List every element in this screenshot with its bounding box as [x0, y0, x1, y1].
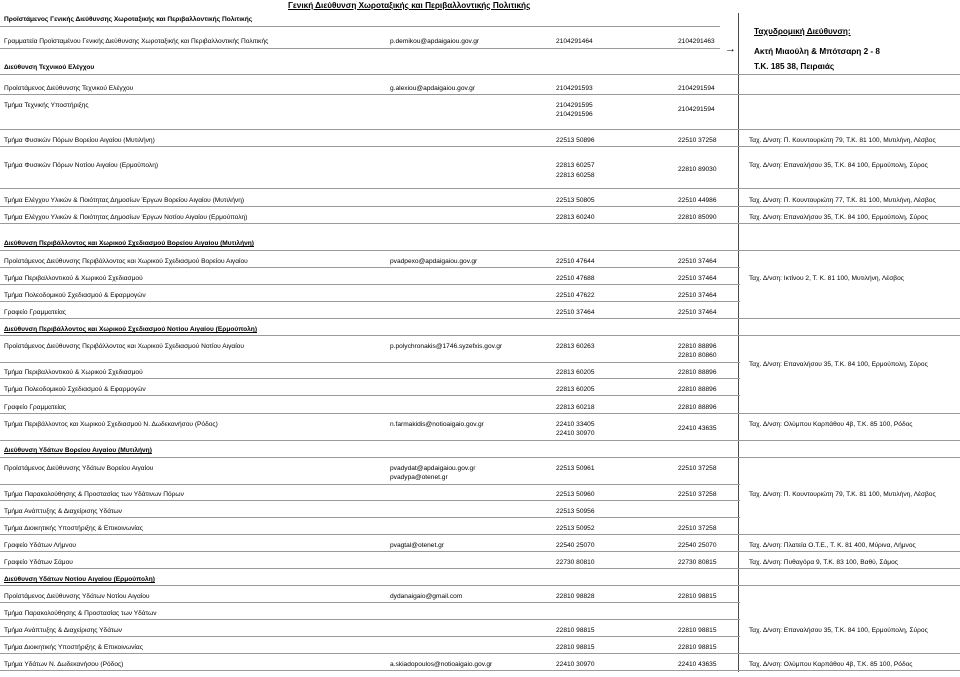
env-south-dept-phone: 22813 60205	[556, 369, 595, 376]
env-south-dept-phone: 22410 30970	[556, 430, 595, 437]
divider	[0, 94, 960, 95]
env-north-dept-fax: 22510 37464	[678, 275, 717, 282]
divider	[0, 534, 960, 535]
tech-dept-phone: 22513 50805	[556, 197, 595, 204]
env-north-phone: 22510 47644	[556, 258, 595, 265]
water-south-dept: Τμήμα Ανάπτυξης & Διαχείρισης Υδάτων	[4, 627, 122, 634]
water-north-dept-phone: 22730 80810	[556, 559, 595, 566]
general-director-role: Προϊστάμενος Γενικής Διεύθυνσης Χωροταξικής και Περιβαλλοντικής Πολιτικής	[4, 16, 253, 23]
env-south-email[interactable]: p.polychronakis@1746.syzefxis.gov.gr	[390, 343, 503, 350]
env-north-dept-phone: 22510 37464	[556, 309, 595, 316]
water-north-address: Ταχ. Δ/νση: Π. Κουντουριώτη 79, Τ.Κ. 81 100, Μυτιλήνη, Λέσβος	[749, 491, 936, 498]
postal-label: Ταχυδρομική Διεύθυνση:	[754, 27, 851, 36]
divider	[0, 362, 740, 363]
arrow-icon: →	[725, 43, 736, 55]
postal-street: Ακτή Μιαούλη & Μπότσαρη 2 - 8	[754, 47, 880, 56]
divider	[0, 484, 740, 485]
water-north-dept-email[interactable]: pvagtal@otenet.gr	[390, 542, 444, 549]
water-north-dept-fax: 22510 37258	[678, 491, 717, 498]
env-south-title: Διεύθυνση Περιβάλλοντος και Χωρικού Σχεδιασμού Νοτίου Αιγαίου (Ερμούπολη)	[4, 326, 258, 333]
env-south-dept-email[interactable]: n.farmakidis@notioaigaio.gov.gr	[390, 421, 484, 428]
tech-dept-phone: 22813 60257	[556, 162, 595, 169]
tech-dept-address: Ταχ. Δ/νση: Π. Κουντουριώτη 79, Τ.Κ. 81 100, Μυτιλήνη, Λέσβος	[749, 137, 936, 144]
water-south-title: Διεύθυνση Υδάτων Νοτίου Αιγαίου (Ερμούπολη)	[4, 576, 155, 583]
env-north-title: Διεύθυνση Περιβάλλοντος και Χωρικού Σχεδιασμού Βορείου Αιγαίου (Μυτιλήνη)	[4, 240, 254, 247]
secretariat-phone: 2104291464	[556, 38, 593, 45]
divider	[0, 395, 740, 396]
water-north-dept-phone: 22513 50952	[556, 525, 595, 532]
env-south-fax: 22810 88896	[678, 343, 717, 350]
env-north-email[interactable]: pvadpexo@apdaigaiou.gov.gr	[390, 258, 478, 265]
tech-dept-row: Τμήμα Φυσικών Πόρων Νοτίου Αιγαίου (Ερμούπολη)	[4, 162, 159, 169]
tech-directorate-title: Διεύθυνση Τεχνικού Ελέγχου	[4, 64, 95, 71]
divider	[0, 500, 740, 501]
water-south-dept: Τμήμα Υδάτων Ν. Δωδεκανήσου (Ρόδος)	[4, 661, 124, 668]
env-south-dept-phone: 22813 60218	[556, 404, 595, 411]
env-north-dept-fax: 22510 37464	[678, 292, 717, 299]
water-south-email[interactable]: dydanaigaio@gmail.com	[390, 593, 463, 600]
divider	[0, 188, 960, 189]
divider	[0, 568, 960, 569]
env-south-dept-fax: 22810 88896	[678, 404, 717, 411]
secretariat-label: Γραμματεία Προϊσταμένου Γενικής Διεύθυνσης Χωροταξικής και Περιβαλλοντικής Πολιτικής	[4, 38, 269, 45]
tech-head-email[interactable]: g.alexiou@apdaigaiou.gov.gr	[390, 85, 476, 92]
water-north-dept-fax: 22510 37258	[678, 525, 717, 532]
tech-support-phone: 2104291595	[556, 102, 593, 109]
tech-dept-address: Ταχ. Δ/νση: Επαναλήσου 35, Τ.Κ. 84 100, Ερμούπολη, Σύρος	[749, 162, 928, 169]
water-south-dept: Τμήμα Παρακολούθησης & Προστασίας των Υδάτων	[4, 610, 157, 617]
divider	[0, 129, 960, 130]
water-north-title: Διεύθυνση Υδάτων Βορείου Αιγαίου (Μυτιλήνη)	[4, 447, 152, 454]
env-south-dept: Τμήμα Πολεοδομικού Σχεδιασμού & Εφαρμογών	[4, 386, 146, 393]
tech-dept-phone: 22813 60258	[556, 172, 595, 179]
water-south-dept: Τμήμα Διοικητικής Υποστήριξης & Επικοινωνίας	[4, 644, 143, 651]
env-south-address: Ταχ. Δ/νση: Επαναλήσου 35, Τ.Κ. 84 100, Ερμούπολη, Σύρος	[749, 361, 928, 368]
water-south-address: Ταχ. Δ/νση: Επαναλήσου 35, Τ.Κ. 84 100, Ερμούπολη, Σύρος	[749, 627, 928, 634]
water-north-phone: 22513 50961	[556, 465, 595, 472]
tech-dept-phone: 22813 60240	[556, 214, 595, 221]
divider	[0, 250, 960, 251]
tech-support-fax: 2104291594	[678, 106, 715, 113]
divider	[0, 551, 960, 552]
divider	[0, 517, 740, 518]
water-south-fax: 22810 98815	[678, 593, 717, 600]
water-north-dept: Τμήμα Διοικητικής Υποστήριξης & Επικοινωνίας	[4, 525, 143, 532]
env-south-dept: Τμήμα Περιβάλλοντος και Χωρικού Σχεδιασμού Ν. Δωδεκανήσου (Ρόδος)	[4, 421, 218, 428]
water-north-email[interactable]: pvadypa@otenet.gr	[390, 474, 448, 481]
divider	[0, 653, 960, 654]
water-south-dept-address: Ταχ. Δ/νση: Ολύμπου Καρπάθου 4β, Τ.Κ. 85 100, Ρόδος	[749, 661, 913, 668]
tech-dept-address: Ταχ. Δ/νση: Π. Κουντουριώτη 77, Τ.Κ. 81 100, Μυτιλήνη, Λέσβος	[749, 197, 936, 204]
tech-dept-fax: 22510 44986	[678, 197, 717, 204]
water-south-dept-fax: 22810 98815	[678, 627, 717, 634]
tech-support-phone: 2104291596	[556, 111, 593, 118]
water-south-dept-fax: 22810 98815	[678, 644, 717, 651]
secretariat-fax: 2104291463	[678, 38, 715, 45]
env-south-dept: Τμήμα Περιβαλλοντικού & Χωρικού Σχεδιασμού	[4, 369, 143, 376]
water-south-dept-fax: 22410 43635	[678, 661, 717, 668]
water-north-dept: Τμήμα Παρακολούθησης & Προστασίας των Υδάτινων Πόρων	[4, 491, 184, 498]
water-north-email[interactable]: pvadydat@apdaigaiou.gov.gr	[390, 465, 476, 472]
water-north-dept: Γραφείο Υδάτων Λήμνου	[4, 542, 76, 549]
divider	[0, 619, 740, 620]
env-south-head: Προϊστάμενος Διεύθυνσης Περιβάλλοντος και Χωρικού Σχεδιασμού Νοτίου Αιγαίου	[4, 343, 244, 350]
divider	[0, 413, 960, 414]
postal-postcode: Τ.Κ. 185 38, Πειραιάς	[754, 62, 835, 71]
water-north-dept: Τμήμα Ανάπτυξης & Διαχείρισης Υδάτων	[4, 508, 122, 515]
env-south-dept: Γραφείο Γραμματείας	[4, 404, 66, 411]
tech-head-role: Προϊστάμενος Διεύθυνσης Τεχνικού Ελέγχου	[4, 85, 134, 92]
divider	[0, 146, 960, 147]
water-south-dept-phone: 22410 30970	[556, 661, 595, 668]
divider	[0, 206, 960, 207]
water-south-dept-phone: 22810 98815	[556, 627, 595, 634]
water-north-dept-address: Ταχ. Δ/νση: Πλατεία Ο.Τ.Ε., Τ. Κ. 81 400, Μύρινα, Λήμνος	[749, 542, 916, 549]
env-north-dept-phone: 22510 47622	[556, 292, 595, 299]
tech-support-dept: Τμήμα Τεχνικής Υποστήριξης	[4, 102, 89, 109]
water-south-head: Προϊστάμενος Διεύθυνσης Υδάτων Νοτίου Αιγαίου	[4, 593, 150, 600]
env-south-dept-phone: 22813 60205	[556, 386, 595, 393]
tech-dept-row: Τμήμα Φυσικών Πόρων Βορείου Αιγαίου (Μυτιλήνη)	[4, 137, 155, 144]
env-south-phone: 22813 60263	[556, 343, 595, 350]
env-north-dept: Τμήμα Πολεοδομικού Σχεδιασμού & Εφαρμογών	[4, 292, 146, 299]
env-north-address: Ταχ. Δ/νση: Ικτίνου 2, Τ. Κ. 81 100, Μυτιλήνη, Λέσβος	[749, 275, 904, 282]
tech-dept-address: Ταχ. Δ/νση: Επαναλήσου 35, Τ.Κ. 84 100, Ερμούπολη, Σύρος	[749, 214, 928, 221]
divider	[0, 335, 960, 336]
divider	[0, 457, 960, 458]
tech-dept-row: Τμήμα Ελέγχου Υλικών & Ποιότητας Δημοσίων Έργων Νοτίου Αιγαίου (Ερμούπολη)	[4, 214, 248, 221]
tech-dept-fax: 22510 37258	[678, 137, 717, 144]
divider	[0, 284, 740, 285]
water-south-dept-phone: 22810 98815	[556, 644, 595, 651]
divider	[0, 318, 960, 319]
env-south-dept-address: Ταχ. Δ/νση: Ολύμπου Καρπάθου 4β, Τ.Κ. 85 100, Ρόδος	[749, 421, 913, 428]
divider	[0, 670, 960, 671]
tech-head-phone: 2104291593	[556, 85, 593, 92]
env-south-dept-phone: 22410 33405	[556, 421, 595, 428]
env-north-dept: Τμήμα Περιβαλλοντικού & Χωρικού Σχεδιασμού	[4, 275, 143, 282]
env-north-head: Προϊστάμενος Διεύθυνσης Περιβάλλοντος και Χωρικού Σχεδιασμού Βορείου Αιγαίου	[4, 258, 248, 265]
water-south-phone: 22810 98828	[556, 593, 595, 600]
tech-dept-phone: 22513 50896	[556, 137, 595, 144]
water-north-dept: Γραφείο Υδάτων Σάμου	[4, 559, 73, 566]
divider	[0, 636, 740, 637]
secretariat-email[interactable]: p.demikou@apdaigaiou.gov.gr	[390, 38, 480, 45]
water-north-dept-phone: 22540 25070	[556, 542, 595, 549]
env-north-dept-phone: 22510 47688	[556, 275, 595, 282]
address-column-border	[738, 13, 739, 672]
tech-dept-fax: 22810 85090	[678, 214, 717, 221]
env-north-dept: Γραφείο Γραμματείας	[4, 309, 66, 316]
divider	[0, 440, 960, 441]
water-north-dept-address: Ταχ. Δ/νση: Πυθαγόρα 9, Τ.Κ. 83 100, Βαθύ, Σάμος	[749, 559, 898, 566]
page-title: Γενική Διεύθυνση Χωροταξικής και Περιβαλλοντικής Πολιτικής	[288, 1, 531, 10]
water-north-dept-phone: 22513 50960	[556, 491, 595, 498]
env-north-fax: 22510 37464	[678, 258, 717, 265]
water-north-head: Προϊστάμενος Διεύθυνσης Υδάτων Βορείου Αιγαίου	[4, 465, 154, 472]
env-south-dept-fax: 22810 88896	[678, 386, 717, 393]
water-north-dept-phone: 22513 50956	[556, 508, 595, 515]
divider	[0, 74, 960, 75]
divider	[0, 26, 720, 27]
water-north-dept-fax: 22730 80815	[678, 559, 717, 566]
divider	[0, 223, 960, 224]
divider	[0, 301, 740, 302]
water-north-dept-fax: 22540 25070	[678, 542, 717, 549]
divider	[0, 602, 740, 603]
tech-dept-row: Τμήμα Ελέγχου Υλικών & Ποιότητας Δημοσίων Έργων Βορείου Αιγαίου (Μυτιλήνη)	[4, 197, 245, 204]
water-south-dept-email[interactable]: a.skiadopoulos@notioaigaio.gov.gr	[390, 661, 493, 668]
tech-dept-fax: 22810 89030	[678, 166, 717, 173]
env-south-fax: 22810 80860	[678, 352, 717, 359]
divider	[0, 267, 740, 268]
env-south-dept-fax: 22410 43635	[678, 425, 717, 432]
divider	[0, 48, 720, 49]
env-north-dept-fax: 22510 37464	[678, 309, 717, 316]
divider	[0, 585, 960, 586]
divider	[0, 378, 740, 379]
tech-head-fax: 2104291594	[678, 85, 715, 92]
water-north-fax: 22510 37258	[678, 465, 717, 472]
env-south-dept-fax: 22810 88896	[678, 369, 717, 376]
